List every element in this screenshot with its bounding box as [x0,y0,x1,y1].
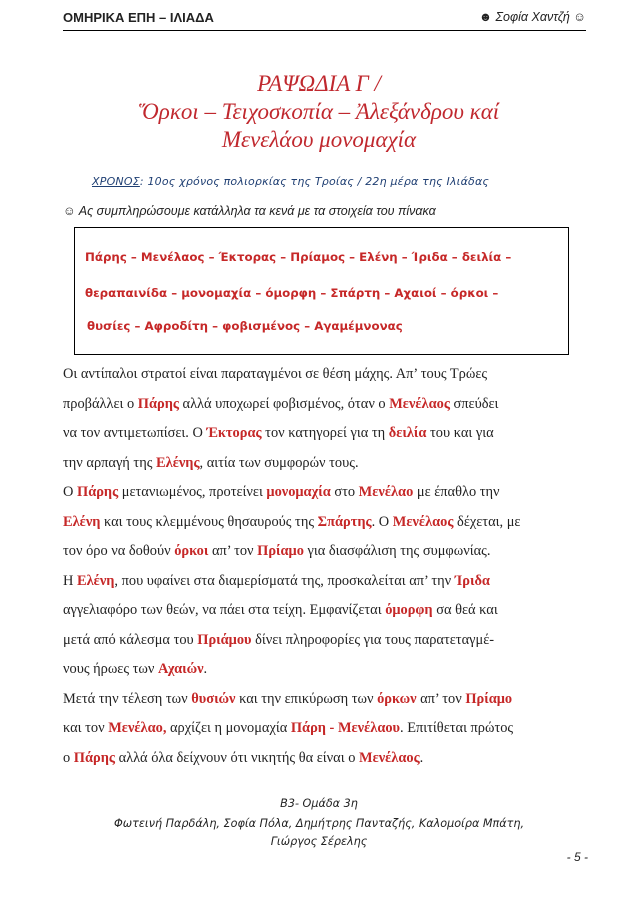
text-segment: αρχίζει η μονομαχία [166,720,291,736]
header-title: ΟΜΗΡΙΚΑ ΕΠΗ – ΙΛΙΑΔΑ [63,10,214,25]
body-text [63,360,583,773]
highlighted-word: Μενέλαο [358,484,414,500]
highlighted-word: θυσιών [191,690,236,707]
title-line-2: Ὅρκοι – Τειχοσκοπία – Ἀλεξάνδρου καί [138,99,500,124]
text-segment: δίνει πληροφορίες για τους παρατεταγμέ- [251,631,495,648]
highlighted-word: Ελένης [156,454,200,471]
text-segment: απ’ τον [208,543,258,559]
text-segment: και την επικύρωση των [235,690,378,707]
highlighted-word: Πριάμου [197,631,252,648]
body-line [63,537,583,567]
footer-group: Β3- Ομάδα 3η [280,797,358,810]
text-segment: και τον [63,720,109,736]
body-line [63,449,583,479]
text-segment: του και για [426,425,494,441]
text-segment: για διασφάλιση της συμφωνίας. [303,543,491,559]
body-line [63,567,583,597]
text-segment: αγγελιαφόρο των θεών, να πάει στα τείχη. Εμφανίζεται [63,602,386,618]
highlighted-word: δειλία [388,425,427,441]
text-segment: μετά από κάλεσμα του [63,631,198,648]
highlighted-word: Ελένη [77,572,115,589]
text-segment: τον όρο να δοθούν [63,543,175,559]
body-line [63,360,583,390]
title-line-3: Μενελάου μονομαχία [221,127,417,152]
highlighted-word: Μενέλαος [392,513,454,530]
highlighted-word: Πάρης [77,484,119,500]
text-segment: στο [330,484,359,500]
highlighted-word: Μενέλαος [389,395,450,412]
text-segment: τον κατηγορεί για τη [261,425,389,441]
text-segment: αλλά υποχωρεί φοβισμένος, όταν ο [178,395,390,412]
page-number: - 5 - [566,850,588,864]
text-segment: . Επιτίθεται πρώτος [400,720,514,736]
text-segment: . [203,661,208,677]
time-text: : 10ος χρόνος πολιορκίας της Τροίας / 22η μέρα της Ιλιάδας [139,175,490,188]
text-segment: την αρπαγή της [63,454,157,471]
text-segment: με έπαθλο την [413,484,500,500]
header-author: ☻ Σοφία Χαντζή ☺ [478,10,586,24]
highlighted-word: Έκτορας [206,425,262,441]
word-box-line: Πάρης – Μενέλαος – Έκτορας – Πρίαμος – Ελένη – Ίριδα – δειλία – [85,250,512,264]
text-segment: απ’ τον [416,690,466,707]
highlighted-word: Ίριδα [454,572,490,589]
highlighted-word: Πάρης [73,749,115,766]
word-box-line: θυσίες – Αφροδίτη – φοβισμένος – Αγαμέμνονας [87,319,403,333]
highlighted-word: όρκοι [174,543,209,559]
text-segment: , αιτία των συμφορών τους. [199,454,359,471]
text-segment: και τους κλεμμένους θησαυρούς της [100,513,318,530]
footer-names-2: Γιώργος Σέρελης [270,835,368,848]
time-line [92,175,489,188]
word-box-line: θεραπαινίδα – μονομαχία – όμορφη – Σπάρτη – Αχαιοί – όρκοι – [85,286,499,300]
body-line [63,744,583,774]
text-segment: σπεύδει [449,395,499,412]
page-header [63,0,586,31]
highlighted-word: Ελένη [63,513,101,530]
text-segment: Μετά την τέλεση των [63,690,192,707]
text-segment: . [419,749,424,766]
text-segment: Οι αντίπαλοι στρατοί είναι παραταγμένοι σε θέση μάχης. Απ’ τους Τρώες [63,366,488,382]
text-segment: να τον αντιμετωπίσει. Ο [63,425,207,441]
text-segment: ο [63,749,74,766]
body-line [63,419,583,449]
highlighted-word: Πάρης [137,395,179,412]
text-segment: Η [63,572,77,589]
instruction: ☺ Ας συμπληρώσουμε κατάλληλα τα κενά με τα στοιχεία του πίνακα [63,204,436,218]
text-segment: σα θεά και [432,602,498,618]
text-segment: , που υφαίνει στα διαμερίσματά της, προσκαλείται απ’ την [114,572,455,589]
highlighted-word: Πάρη - Μενέλαου [290,720,401,736]
highlighted-word: Πρίαμο [257,543,304,559]
highlighted-word: Μενέλαο, [108,720,167,736]
text-segment: αλλά όλα δείχνουν ότι νικητής θα είναι ο [114,749,359,766]
highlighted-word: Πρίαμο [465,690,513,707]
highlighted-word: Αχαιών [158,661,204,677]
body-line [63,685,583,715]
word-box [74,227,569,355]
highlighted-word: μονομαχία [266,484,331,500]
body-line [63,714,583,744]
text-segment: μετανιωμένος, προτείνει [118,484,267,500]
body-line [63,390,583,420]
body-line [63,626,583,656]
highlighted-word: Μενέλαος [358,749,420,766]
body-line [63,655,583,685]
time-label: ΧΡΟΝΟΣ [92,175,140,188]
text-segment: προβάλλει ο [63,395,138,412]
highlighted-word: όμορφη [385,602,433,618]
text-segment: Ο [63,484,77,500]
text-segment: δέχεται, με [453,513,521,530]
text-segment: νους ήρωες των [63,661,159,677]
title-line-1: ΡΑΨΩΔΙΑ Γ / [257,71,381,96]
highlighted-word: όρκων [377,690,417,707]
body-line [63,596,583,626]
highlighted-word: Σπάρτης [317,513,372,530]
body-line [63,478,583,508]
body-line [63,508,583,538]
footer-names-1: Φωτεινή Παρδάλη, Σοφία Πόλα, Δημήτρης Πανταζής, Καλομοίρα Μπάτη, [113,817,525,830]
text-segment: . Ο [371,513,393,530]
